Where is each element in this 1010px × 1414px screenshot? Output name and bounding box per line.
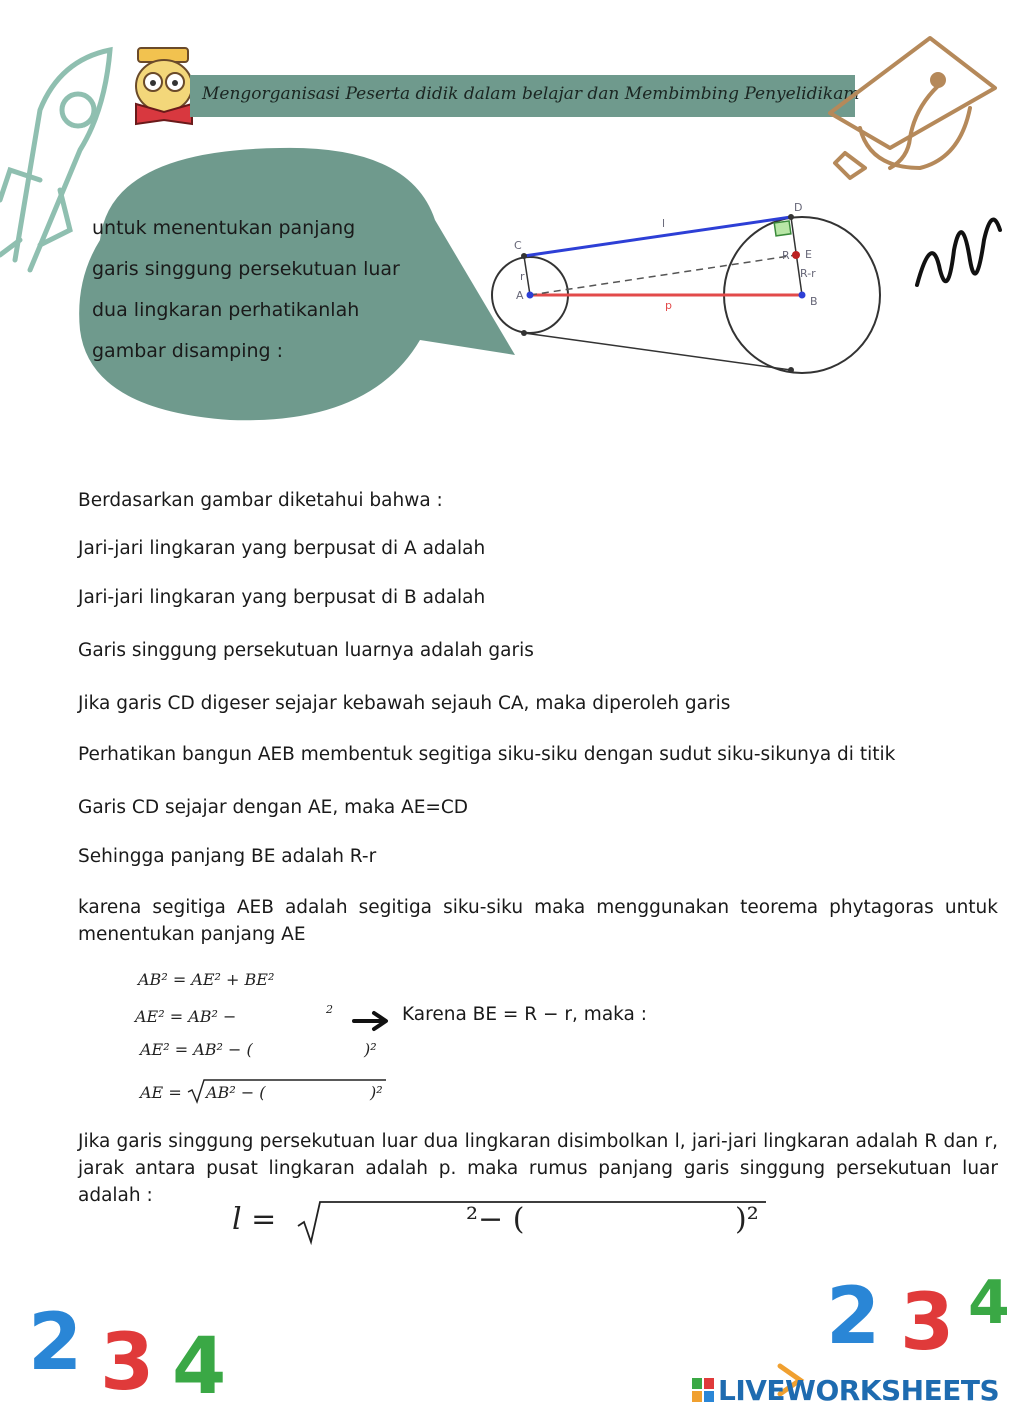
label-b: B (810, 295, 818, 308)
equation-4-inner: AB² − ( (206, 1083, 266, 1102)
digit-left-2: 2 (28, 1298, 83, 1388)
equation-2-left: AE² = AB² − (135, 1007, 237, 1026)
formula-paragraph: Jika garis singgung persekutuan luar dua lingkaran disimbolkan l, jari-jari lingkaran adalah R dan r, jarak antara pusat lingkaran adalah p. maka rumus panjang garis singgung persekutuan luar adalah : (78, 1131, 998, 1206)
text-paragraph-pythagoras: karena segitiga AEB adalah segitiga siku-siku maka menggunakan teorema phytagoras untuk menentukan panjang AE (78, 897, 998, 945)
label-c: C (514, 239, 522, 252)
formula-lhs: l = (232, 1202, 277, 1237)
equation-2-exponent: 2 (326, 1003, 333, 1016)
bubble-line-2: garis singgung persekutuan luar (92, 258, 400, 280)
label-d: D (794, 201, 803, 214)
equation-4-right: )² (370, 1083, 383, 1102)
equation-4-left: AE = (140, 1083, 182, 1102)
text-line-2: Jari-jari lingkaran yang berpusat di A adalah (78, 538, 486, 559)
formula-middle: ²− ( (466, 1202, 525, 1237)
label-p: p (665, 299, 672, 312)
lower-tangent-line (524, 333, 791, 370)
digit-right-3: 3 (900, 1278, 955, 1368)
right-angle-mark (774, 221, 791, 236)
header-title: Mengorganisasi Peserta didik dalam belajar dan Membimbing Penyelidikam (202, 84, 860, 104)
text-line-5: Jika garis CD digeser sejajar kebawah sejauh CA, maka diperoleh garis (78, 693, 731, 714)
text-line-6: Perhatikan bangun AEB membentuk segitiga siku-siku dengan sudut siku-sikunya di titik (78, 744, 896, 765)
label-r-minus-r: R-r (800, 267, 816, 280)
text-line-3: Jari-jari lingkaran yang berpusat di B adalah (78, 587, 486, 608)
bubble-text (92, 208, 410, 372)
graduation-cap-doodle (820, 28, 1000, 188)
radius-r (524, 256, 530, 295)
label-e: E (805, 248, 812, 261)
digit-left-4: 4 (172, 1322, 227, 1412)
label-a: A (516, 289, 524, 302)
equation-2-note: Karena BE = R − r, maka : (402, 1004, 647, 1025)
digit-right-2: 2 (826, 1272, 881, 1362)
label-r-small: r (520, 270, 525, 283)
text-line-8: Sehingga panjang BE adalah R-r (78, 846, 377, 867)
tangent-circles-diagram (480, 195, 900, 385)
label-r-big: R (782, 249, 790, 262)
formula-rhs: )² (735, 1202, 759, 1237)
bubble-line-4: gambar disamping : (92, 340, 284, 362)
arrow-right-icon (352, 1010, 392, 1032)
formula-sqrt-symbol (296, 1196, 768, 1248)
text-line-1: Berdasarkan gambar diketahui bahwa : (78, 490, 443, 511)
text-line-7: Garis CD sejajar dengan AE, maka AE=CD (78, 797, 469, 818)
digit-left-3: 3 (100, 1318, 155, 1408)
equation-3-right: )² (364, 1040, 377, 1059)
spiral-doodle (912, 200, 1000, 310)
equation-1: AB² = AE² + BE² (138, 970, 275, 989)
label-l: l (662, 217, 666, 230)
digit-right-4: 4 (968, 1268, 1010, 1338)
bubble-line-1: untuk menentukan panjang (92, 217, 356, 239)
liveworksheets-logo-icon (692, 1378, 714, 1402)
dashed-line-ae (530, 255, 796, 295)
liveworksheets-watermark[interactable]: LIVEWORKSHEETS (718, 1374, 1000, 1407)
text-line-4: Garis singgung persekutuan luarnya adalah garis (78, 640, 534, 661)
equation-3-left: AE² = AB² − ( (140, 1040, 253, 1059)
bubble-line-3: dua lingkaran perhatikanlah (92, 299, 360, 321)
